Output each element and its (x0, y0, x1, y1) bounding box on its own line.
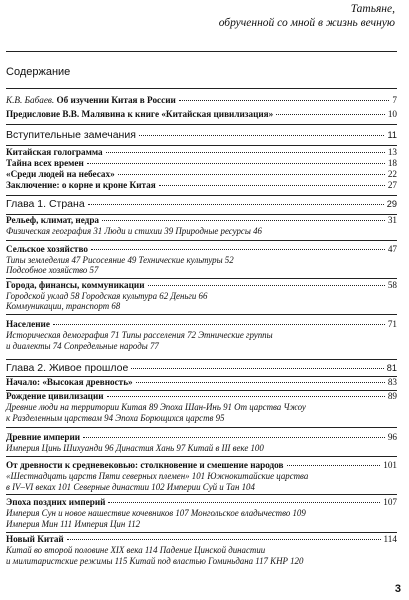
dot-leader (108, 502, 380, 503)
dot-leader (148, 285, 385, 286)
divider (6, 51, 397, 52)
divider (6, 88, 397, 89)
toc-entry[interactable] (6, 95, 397, 106)
toc-page: 96 (387, 432, 397, 442)
toc-entry[interactable] (6, 391, 397, 402)
dot-leader (139, 135, 385, 136)
toc-author: К.В. Бабаев. (6, 95, 55, 105)
toc-entry[interactable] (6, 147, 397, 158)
contents-heading: Содержание (6, 66, 71, 78)
toc-entry[interactable] (6, 497, 397, 508)
dot-leader (136, 382, 385, 383)
divider (6, 427, 397, 428)
toc-chapter[interactable] (6, 363, 397, 374)
toc-subentries: к Разделенным царствам 94 Эпоха Борющихся царств 95 (6, 413, 225, 423)
toc-title: Глава 2. Живое прошлое (6, 362, 129, 374)
toc-title: Об изучении Китая в России (56, 95, 176, 105)
toc-title: Заключение: о корне и кроне Китая (6, 180, 156, 190)
page-number: 3 (394, 583, 401, 595)
toc-page: 7 (392, 95, 397, 105)
toc-page: 71 (387, 319, 397, 329)
dot-leader (53, 324, 385, 325)
toc-subentries: Древние люди на территории Китая 89 Эпоха Шан-Инь 91 От царства Чжоу (6, 402, 306, 412)
toc-page: 47 (387, 244, 397, 254)
divider (6, 240, 397, 241)
toc-page: 81 (386, 363, 397, 373)
toc-part[interactable] (6, 130, 397, 141)
toc-title: Предисловие В.В. Малявина к книге «Китайская цивилизация» (6, 109, 274, 119)
dot-leader (179, 100, 390, 101)
toc-subentries: Подсобное хозяйство 57 (6, 265, 99, 275)
toc-title: Китайская голограмма (6, 147, 103, 157)
toc-subentries: и милитаристские режимы 115 Китай под властью Гоминьдана 117 КНР 120 (6, 556, 304, 566)
toc-title: Рельеф, климат, недра (6, 215, 100, 225)
toc-title: Вступительные замечания (6, 129, 136, 141)
toc-title: Начало: «Высокая древность» (6, 377, 133, 387)
toc-entry[interactable] (6, 460, 397, 471)
toc-page: 107 (383, 497, 397, 507)
divider (6, 532, 397, 533)
toc-subentries: Китай во второй половине XIX века 114 Падение Цинской династии (6, 545, 266, 555)
dot-leader (88, 204, 384, 205)
toc-subentries: Империя Мин 111 Империя Цин 112 (6, 519, 141, 529)
toc-title: Рождение цивилизации (6, 391, 104, 401)
dot-leader (87, 163, 385, 164)
dot-leader (83, 437, 385, 438)
toc-entry[interactable] (6, 244, 397, 255)
toc-page: 18 (387, 158, 397, 168)
toc-title: Сельское хозяйство (6, 244, 88, 254)
toc-entry[interactable] (6, 180, 397, 191)
toc-subentries: Империя Цинь Шихуанди 96 Династия Хань 97 Китай в III веке 100 (6, 443, 264, 453)
toc-title: Эпоха поздних империй (6, 497, 106, 507)
toc-page: 31 (387, 215, 397, 225)
toc-subentries: Городской уклад 58 Городская культура 62 Деньги 66 (6, 291, 208, 301)
dot-leader (159, 185, 385, 186)
divider (6, 124, 397, 125)
toc-title: Население (6, 319, 50, 329)
divider (6, 145, 397, 146)
toc-subentries: Физическая география 31 Люди и стихии 39 Природные ресурсы 46 (6, 226, 262, 236)
dot-leader (118, 174, 385, 175)
toc-page: 89 (387, 391, 397, 401)
dot-leader (67, 539, 381, 540)
divider (6, 195, 397, 196)
toc-title: Новый Китай (6, 534, 64, 544)
toc-title: От древности к средневековью: столкновение и смешение народов (6, 460, 284, 470)
divider (6, 359, 397, 360)
toc-subentries: Коммуникации, транспорт 68 (6, 301, 121, 311)
toc-title: Древние империи (6, 432, 81, 442)
toc-page: 29 (386, 199, 397, 209)
toc-chapter[interactable] (6, 199, 397, 210)
toc-entry[interactable] (6, 377, 397, 388)
toc-entry[interactable] (6, 215, 397, 226)
toc-page: 114 (383, 534, 397, 544)
toc-page: 22 (387, 169, 397, 179)
toc-page: 83 (387, 377, 397, 387)
divider (6, 456, 397, 457)
toc-page: 58 (387, 280, 397, 290)
dedication-line: Татьяне, (350, 3, 395, 15)
divider (6, 494, 397, 495)
toc-subentries: Империя Сун и новое нашествие кочевников 107 Монгольское владычество 109 (6, 508, 306, 518)
toc-entry[interactable] (6, 432, 397, 443)
toc-page: 11 (387, 130, 397, 140)
toc-entry[interactable] (6, 319, 397, 330)
dedication-line: обрученной со мной в жизнь вечную (218, 17, 395, 29)
toc-entry[interactable] (6, 534, 397, 545)
dot-leader (91, 249, 385, 250)
dot-leader (287, 465, 381, 466)
toc-subentries: Типы земледелия 47 Рисосеяние 49 Технические культуры 52 (6, 255, 234, 265)
dot-leader (131, 368, 383, 369)
toc-subentries: «Шестнадцать царств Пяти северных племен» 101 Южнокитайские царства (6, 471, 309, 481)
toc-entry[interactable] (6, 109, 397, 120)
dot-leader (102, 220, 385, 221)
toc-entry[interactable] (6, 169, 397, 180)
toc-page: 10 (387, 109, 397, 119)
toc-title: Тайна всех времен (6, 158, 84, 168)
divider (6, 314, 397, 315)
toc-page: 13 (387, 147, 397, 157)
toc-subentries: в IV–VI веках 101 Северные династии 102 Империи Суй и Тан 104 (6, 482, 255, 492)
toc-entry[interactable] (6, 280, 397, 291)
toc-title: «Среди людей на небесах» (6, 169, 115, 179)
divider (6, 278, 397, 279)
dot-leader (107, 396, 385, 397)
toc-subentries: Историческая демография 71 Типы расселения 72 Этнические группы (6, 330, 273, 340)
toc-entry[interactable] (6, 158, 397, 169)
dot-leader (276, 114, 385, 115)
toc-subentries: и диалекты 74 Сопредельные народы 77 (6, 341, 159, 351)
toc-page: 101 (383, 460, 397, 470)
toc-title: Города, финансы, коммуникации (6, 280, 145, 290)
dedication (219, 2, 395, 30)
dot-leader (106, 152, 385, 153)
toc-title: Глава 1. Страна (6, 198, 85, 210)
toc-page: 27 (387, 180, 397, 190)
